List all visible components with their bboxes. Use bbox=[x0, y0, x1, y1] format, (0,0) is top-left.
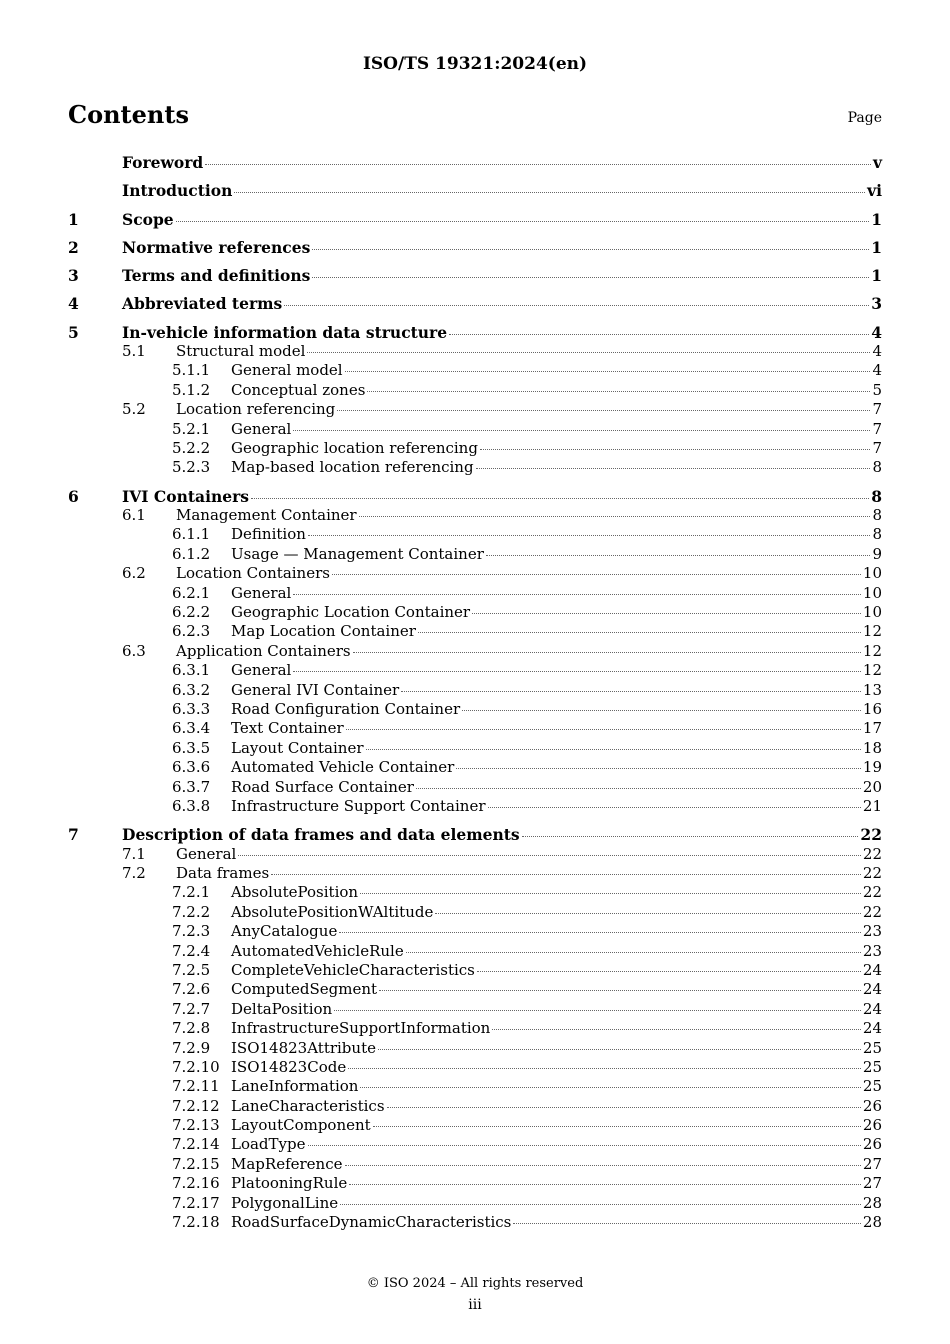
toc-leader-dots bbox=[284, 305, 869, 306]
copyright-footer: © ISO 2024 – All rights reserved bbox=[366, 1276, 584, 1291]
toc-leader-dots bbox=[488, 807, 861, 808]
toc-entry[interactable] bbox=[68, 545, 882, 564]
toc-entry-title[interactable]: Road Configuration Container bbox=[231, 700, 461, 718]
toc-entry-number: 6.3.7 bbox=[172, 777, 211, 796]
toc-leader-dots bbox=[367, 391, 870, 392]
toc-entry-page[interactable]: 10 bbox=[862, 603, 882, 622]
toc-entry-page[interactable]: 13 bbox=[862, 680, 882, 699]
toc-entry-number: 6 bbox=[68, 486, 79, 506]
toc-entry-page[interactable]: vi bbox=[867, 181, 882, 201]
toc-entry[interactable] bbox=[68, 1194, 882, 1213]
toc-leader-dots bbox=[234, 192, 865, 193]
document-id-header: ISO/TS 19321:2024(en) bbox=[362, 54, 588, 74]
toc-entry-title[interactable]: Description of data frames and data elements bbox=[122, 825, 520, 845]
toc-entry-title[interactable]: RoadSurfaceDynamicCharacteristics bbox=[231, 1213, 512, 1232]
toc-entry-page[interactable]: 28 bbox=[862, 1213, 882, 1232]
toc-leader-dots bbox=[176, 221, 870, 222]
toc-entry-title[interactable]: LaneCharacteristics bbox=[231, 1096, 385, 1115]
toc-entry[interactable] bbox=[68, 661, 882, 680]
toc-entry-page[interactable]: 22 bbox=[862, 864, 882, 883]
toc-entry-title[interactable]: PlatooningRule bbox=[231, 1174, 348, 1193]
toc-entry-number: 7.2.15 bbox=[172, 1154, 220, 1173]
toc-leader-dots bbox=[373, 1126, 861, 1127]
toc-entry-number: 5.1 bbox=[122, 342, 146, 361]
toc-entry-page[interactable]: 12 bbox=[862, 622, 882, 641]
toc-entry[interactable] bbox=[68, 294, 882, 313]
toc-entry-number: 5.2.1 bbox=[172, 419, 211, 438]
toc-entry[interactable] bbox=[68, 622, 882, 641]
toc-entry-title[interactable]: Map Location Container bbox=[231, 622, 416, 641]
toc-leader-dots bbox=[205, 164, 871, 165]
toc-entry-page[interactable]: 22 bbox=[862, 883, 882, 902]
toc-entry-title[interactable]: Location Containers bbox=[176, 564, 330, 583]
toc-entry-title[interactable]: LoadType bbox=[231, 1135, 306, 1154]
toc-entry-page[interactable]: 21 bbox=[862, 796, 882, 815]
toc-entry-number: 7.2.2 bbox=[172, 902, 211, 921]
toc-entry-page[interactable]: 7 bbox=[872, 400, 882, 419]
toc-entry-number: 6.1 bbox=[122, 506, 146, 525]
toc-entry-title[interactable]: LaneInformation bbox=[231, 1077, 359, 1096]
toc-leader-dots bbox=[387, 1107, 861, 1108]
toc-entry-page[interactable]: 18 bbox=[862, 738, 882, 757]
toc-entry[interactable] bbox=[68, 381, 882, 400]
toc-entry-page[interactable]: 28 bbox=[862, 1193, 882, 1212]
toc-entry-title[interactable]: Structural model bbox=[176, 342, 306, 361]
toc-entry-page[interactable]: 7 bbox=[872, 439, 882, 458]
toc-leader-dots bbox=[359, 516, 871, 517]
toc-entry-number: 7.2.9 bbox=[172, 1038, 211, 1057]
toc-entry-title[interactable]: Text Container bbox=[231, 719, 344, 738]
toc-entry-page[interactable]: 24 bbox=[862, 960, 882, 979]
toc-entry-number: 7.2.10 bbox=[172, 1057, 220, 1076]
toc-leader-dots bbox=[353, 652, 861, 653]
toc-leader-dots bbox=[416, 788, 861, 789]
toc-entry-number: 6.3.2 bbox=[172, 680, 211, 699]
toc-entry-number: 6.3.5 bbox=[172, 738, 211, 757]
toc-entry-number: 7.2.18 bbox=[172, 1213, 220, 1232]
toc-leader-dots bbox=[271, 874, 861, 875]
toc-leader-dots bbox=[378, 1049, 861, 1050]
toc-leader-dots bbox=[449, 334, 869, 335]
toc-leader-dots bbox=[293, 594, 861, 595]
toc-entry-title[interactable]: Geographic location referencing bbox=[231, 439, 478, 458]
toc-leader-dots bbox=[293, 671, 861, 672]
toc-entry[interactable] bbox=[68, 903, 882, 922]
toc-entry[interactable] bbox=[68, 1077, 882, 1096]
toc-entry-title[interactable]: Road Surface Container bbox=[231, 777, 414, 796]
toc-leader-dots bbox=[307, 352, 870, 353]
toc-entry-number: 7.2.16 bbox=[172, 1174, 220, 1193]
toc-entry[interactable] bbox=[68, 603, 882, 622]
toc-entry-number: 1 bbox=[68, 209, 79, 229]
toc-entry[interactable] bbox=[68, 238, 882, 257]
toc-leader-dots bbox=[251, 498, 869, 499]
toc-entry-title[interactable]: General bbox=[231, 583, 292, 602]
toc-leader-dots bbox=[238, 855, 861, 856]
toc-entry-number: 6.2.1 bbox=[172, 583, 211, 602]
toc-entry-page[interactable]: 10 bbox=[862, 564, 882, 583]
toc-leader-dots bbox=[379, 990, 861, 991]
toc-leader-dots bbox=[472, 613, 861, 614]
toc-leader-dots bbox=[360, 893, 861, 894]
toc-entry[interactable] bbox=[68, 961, 882, 980]
toc-entry[interactable] bbox=[68, 564, 882, 583]
toc-leader-dots bbox=[312, 277, 869, 278]
toc-entry[interactable] bbox=[68, 700, 882, 719]
toc-entry-page[interactable]: 9 bbox=[872, 544, 882, 563]
toc-leader-dots bbox=[312, 249, 869, 250]
toc-entry-page[interactable]: 26 bbox=[862, 1135, 882, 1154]
toc-entry-title[interactable]: Introduction bbox=[122, 181, 233, 201]
toc-entry-page[interactable]: 10 bbox=[862, 583, 882, 602]
toc-entry-title[interactable]: PolygonalLine bbox=[231, 1193, 339, 1212]
toc-entry[interactable] bbox=[68, 1155, 882, 1174]
toc-entry-number: 7.2.5 bbox=[172, 960, 211, 979]
toc-entry-title[interactable]: Definition bbox=[231, 525, 306, 544]
toc-entry-page[interactable]: 27 bbox=[862, 1154, 882, 1173]
toc-entry-number: 5.2 bbox=[122, 400, 146, 419]
toc-entry-title[interactable]: ISO14823Code bbox=[231, 1057, 347, 1076]
toc-entry[interactable] bbox=[68, 1097, 882, 1116]
toc-leader-dots bbox=[406, 952, 861, 953]
toc-entry-page[interactable]: 22 bbox=[860, 825, 882, 845]
toc-entry[interactable] bbox=[68, 1039, 882, 1058]
toc-entry[interactable] bbox=[68, 1116, 882, 1135]
toc-entry-page[interactable]: 7 bbox=[872, 419, 882, 438]
toc-entry-title[interactable]: Location referencing bbox=[176, 400, 336, 419]
toc-entry[interactable] bbox=[68, 778, 882, 797]
toc-entry-title[interactable]: InfrastructureSupportInformation bbox=[231, 1019, 491, 1038]
toc-entry-page[interactable]: 1 bbox=[871, 266, 882, 286]
toc-entry-number: 6.3.8 bbox=[172, 796, 211, 815]
toc-leader-dots bbox=[418, 632, 861, 633]
toc-entry-page[interactable]: 23 bbox=[862, 941, 882, 960]
toc-entry-number: 6.2 bbox=[122, 564, 146, 583]
toc-leader-dots bbox=[308, 535, 871, 536]
toc-entry-page[interactable]: 22 bbox=[862, 902, 882, 921]
toc-entry[interactable] bbox=[68, 864, 882, 883]
toc-entry-page[interactable]: 8 bbox=[871, 486, 882, 506]
toc-entry-number: 6.1.1 bbox=[172, 525, 211, 544]
toc-entry-title[interactable]: General IVI Container bbox=[231, 680, 400, 699]
toc-entry[interactable] bbox=[68, 266, 882, 285]
toc-entry-page[interactable]: 12 bbox=[862, 661, 882, 680]
table-of-contents bbox=[68, 153, 882, 1232]
toc-entry-page[interactable]: 8 bbox=[872, 506, 882, 525]
toc-entry-title[interactable]: Automated Vehicle Container bbox=[231, 758, 455, 777]
toc-entry-number: 7 bbox=[68, 825, 79, 845]
toc-entry-page[interactable]: 23 bbox=[862, 922, 882, 941]
toc-entry[interactable] bbox=[68, 181, 882, 200]
toc-entry-title[interactable]: Application Containers bbox=[176, 641, 351, 660]
toc-entry-number: 6.1.2 bbox=[172, 544, 211, 563]
toc-entry-page[interactable]: 26 bbox=[862, 1096, 882, 1115]
toc-leader-dots bbox=[348, 1068, 861, 1069]
toc-entry-number: 5.2.2 bbox=[172, 439, 211, 458]
toc-leader-dots bbox=[480, 449, 871, 450]
toc-entry-page[interactable]: 25 bbox=[862, 1057, 882, 1076]
toc-entry-title[interactable]: Normative references bbox=[122, 237, 311, 257]
toc-entry[interactable] bbox=[68, 210, 882, 229]
toc-entry[interactable] bbox=[68, 758, 882, 777]
toc-entry[interactable] bbox=[68, 458, 882, 477]
toc-leader-dots bbox=[522, 836, 859, 837]
toc-entry-page[interactable]: 20 bbox=[862, 777, 882, 796]
toc-entry-page[interactable]: 24 bbox=[862, 980, 882, 999]
toc-entry-number: 6.3.3 bbox=[172, 700, 211, 718]
toc-entry-number: 6.3.1 bbox=[172, 661, 211, 680]
toc-entry-title[interactable]: ISO14823Attribute bbox=[231, 1038, 376, 1057]
toc-entry-title[interactable]: AnyCatalogue bbox=[231, 922, 338, 941]
toc-entry[interactable] bbox=[68, 739, 882, 758]
toc-entry-page[interactable]: 8 bbox=[872, 525, 882, 544]
toc-entry-number: 7.2.14 bbox=[172, 1135, 220, 1154]
toc-entry-title[interactable]: MapReference bbox=[231, 1154, 343, 1173]
toc-leader-dots bbox=[435, 913, 861, 914]
toc-entry-page[interactable]: 3 bbox=[871, 294, 882, 314]
toc-entry-page[interactable]: 22 bbox=[862, 844, 882, 863]
toc-entry-number: 4 bbox=[68, 294, 79, 314]
toc-entry-page[interactable]: 4 bbox=[872, 342, 882, 361]
toc-entry-page[interactable]: 8 bbox=[872, 458, 882, 477]
toc-entry-title[interactable]: Usage — Management Container bbox=[231, 544, 484, 563]
toc-entry-page[interactable]: 5 bbox=[872, 380, 882, 399]
toc-entry-page[interactable]: 12 bbox=[862, 641, 882, 660]
toc-entry-number: 3 bbox=[68, 266, 79, 286]
toc-leader-dots bbox=[337, 410, 870, 411]
toc-entry-number: 7.2.7 bbox=[172, 999, 211, 1018]
toc-entry-number: 7.2.1 bbox=[172, 883, 211, 902]
toc-entry-title[interactable]: Infrastructure Support Container bbox=[231, 796, 486, 815]
toc-entry-title[interactable]: Geographic Location Container bbox=[231, 603, 471, 622]
toc-entry[interactable] bbox=[68, 584, 882, 603]
toc-entry-number: 7.2.6 bbox=[172, 980, 211, 999]
toc-entry[interactable] bbox=[68, 439, 882, 458]
toc-entry-title[interactable]: Abbreviated terms bbox=[122, 294, 283, 314]
toc-entry-title[interactable]: Scope bbox=[122, 209, 174, 229]
toc-entry-number: 6.2.3 bbox=[172, 622, 211, 641]
toc-leader-dots bbox=[334, 1010, 861, 1011]
toc-entry-number: 5.2.3 bbox=[172, 458, 211, 477]
toc-entry-number: 6.2.2 bbox=[172, 603, 211, 622]
toc-entry[interactable] bbox=[68, 323, 882, 342]
toc-entry-title[interactable]: DeltaPosition bbox=[231, 999, 333, 1018]
toc-entry-title[interactable]: General model bbox=[231, 361, 343, 380]
toc-entry-page[interactable]: 25 bbox=[862, 1038, 882, 1057]
toc-entry-title[interactable]: General bbox=[231, 419, 292, 438]
toc-entry-number: 7.2.17 bbox=[172, 1193, 220, 1212]
toc-entry[interactable] bbox=[68, 153, 882, 172]
toc-entry-title[interactable]: Layout Container bbox=[231, 738, 364, 757]
toc-entry-title[interactable]: IVI Containers bbox=[122, 486, 249, 506]
toc-entry-title[interactable]: General bbox=[176, 844, 237, 863]
toc-entry-title[interactable]: Map-based location referencing bbox=[231, 458, 474, 477]
toc-leader-dots bbox=[339, 932, 861, 933]
toc-entry-title[interactable]: Foreword bbox=[122, 153, 204, 172]
toc-entry[interactable] bbox=[68, 1000, 882, 1019]
toc-entry-page[interactable]: 4 bbox=[872, 361, 882, 380]
toc-entry[interactable] bbox=[68, 525, 882, 544]
toc-entry[interactable] bbox=[68, 1213, 882, 1232]
toc-entry-number: 7.2 bbox=[122, 864, 146, 883]
toc-leader-dots bbox=[513, 1223, 861, 1224]
toc-entry-title[interactable]: AutomatedVehicleRule bbox=[231, 941, 404, 960]
toc-entry-title[interactable]: In-vehicle information data structure bbox=[122, 322, 448, 342]
toc-entry-page[interactable]: 25 bbox=[862, 1077, 882, 1096]
toc-entry-title[interactable]: Conceptual zones bbox=[231, 380, 366, 399]
page-number: iii bbox=[468, 1297, 482, 1313]
toc-leader-dots bbox=[332, 574, 861, 575]
toc-entry[interactable] bbox=[68, 506, 882, 525]
toc-entry-title[interactable]: Terms and definitions bbox=[122, 266, 311, 286]
toc-entry[interactable] bbox=[68, 642, 882, 661]
toc-entry[interactable] bbox=[68, 825, 882, 844]
toc-entry-page[interactable]: 4 bbox=[871, 322, 882, 342]
toc-entry-title[interactable]: ComputedSegment bbox=[231, 980, 378, 999]
toc-leader-dots bbox=[477, 971, 861, 972]
toc-leader-dots bbox=[308, 1145, 861, 1146]
toc-entry-page[interactable]: 27 bbox=[862, 1174, 882, 1193]
toc-leader-dots bbox=[492, 1029, 861, 1030]
toc-entry-page[interactable]: 16 bbox=[862, 700, 882, 718]
toc-entry-number: 7.2.11 bbox=[172, 1077, 220, 1096]
toc-entry-number: 7.2.12 bbox=[172, 1096, 220, 1115]
toc-entry-number: 7.2.8 bbox=[172, 1019, 211, 1038]
toc-entry-number: 6.3.6 bbox=[172, 758, 211, 777]
toc-leader-dots bbox=[340, 1204, 861, 1205]
toc-leader-dots bbox=[366, 749, 861, 750]
toc-entry[interactable] bbox=[68, 487, 882, 506]
toc-entry-title[interactable]: AbsolutePosition bbox=[231, 883, 359, 902]
toc-leader-dots bbox=[486, 555, 871, 556]
toc-entry[interactable] bbox=[68, 400, 882, 419]
toc-leader-dots bbox=[462, 710, 861, 711]
toc-entry-page[interactable]: v bbox=[872, 153, 882, 172]
toc-entry[interactable] bbox=[68, 1135, 882, 1154]
toc-entry-number: 7.2.4 bbox=[172, 941, 211, 960]
page-column-label: Page bbox=[847, 110, 882, 126]
toc-entry[interactable] bbox=[68, 845, 882, 864]
toc-leader-dots bbox=[345, 1165, 861, 1166]
toc-entry[interactable] bbox=[68, 420, 882, 439]
toc-entry[interactable] bbox=[68, 1174, 882, 1193]
toc-entry[interactable] bbox=[68, 1019, 882, 1038]
toc-entry-number: 5.1.1 bbox=[172, 361, 211, 380]
toc-entry-number: 6.3 bbox=[122, 641, 146, 660]
toc-entry-page[interactable]: 17 bbox=[862, 719, 882, 738]
toc-entry[interactable] bbox=[68, 719, 882, 738]
toc-entry[interactable] bbox=[68, 942, 882, 961]
toc-leader-dots bbox=[349, 1184, 861, 1185]
toc-leader-dots bbox=[476, 468, 871, 469]
toc-entry-number: 5.1.2 bbox=[172, 380, 211, 399]
toc-leader-dots bbox=[360, 1087, 860, 1088]
toc-leader-dots bbox=[345, 371, 871, 372]
toc-entry-page[interactable]: 24 bbox=[862, 999, 882, 1018]
toc-entry[interactable] bbox=[68, 980, 882, 999]
page-title: Contents bbox=[68, 100, 189, 129]
toc-leader-dots bbox=[456, 768, 861, 769]
toc-entry[interactable] bbox=[68, 883, 882, 902]
toc-entry[interactable] bbox=[68, 681, 882, 700]
toc-entry-number: 6.3.4 bbox=[172, 719, 211, 738]
toc-entry-title[interactable]: AbsolutePositionWAltitude bbox=[231, 902, 434, 921]
toc-entry-number: 7.2.3 bbox=[172, 922, 211, 941]
toc-entry-number: 7.2.13 bbox=[172, 1116, 220, 1135]
toc-entry-page[interactable]: 19 bbox=[862, 758, 882, 777]
toc-entry[interactable] bbox=[68, 342, 882, 361]
toc-leader-dots bbox=[293, 430, 870, 431]
toc-entry-title[interactable]: Data frames bbox=[176, 864, 270, 883]
toc-entry[interactable] bbox=[68, 1058, 882, 1077]
toc-leader-dots bbox=[346, 729, 861, 730]
toc-entry-title[interactable]: General bbox=[231, 661, 292, 680]
toc-entry[interactable] bbox=[68, 361, 882, 380]
toc-entry-number: 5 bbox=[68, 322, 79, 342]
toc-entry-page[interactable]: 1 bbox=[871, 237, 882, 257]
toc-entry-title[interactable]: CompleteVehicleCharacteristics bbox=[231, 960, 475, 979]
toc-leader-dots bbox=[401, 691, 861, 692]
toc-entry-number: 7.1 bbox=[122, 844, 146, 863]
toc-entry-page[interactable]: 26 bbox=[862, 1116, 882, 1135]
toc-entry-title[interactable]: LayoutComponent bbox=[231, 1116, 371, 1135]
toc-entry[interactable] bbox=[68, 797, 882, 816]
toc-entry[interactable] bbox=[68, 922, 882, 941]
toc-entry-page[interactable]: 1 bbox=[871, 209, 882, 229]
toc-entry-number: 2 bbox=[68, 237, 79, 257]
toc-entry-page[interactable]: 24 bbox=[862, 1019, 882, 1038]
toc-entry-title[interactable]: Management Container bbox=[176, 506, 357, 525]
